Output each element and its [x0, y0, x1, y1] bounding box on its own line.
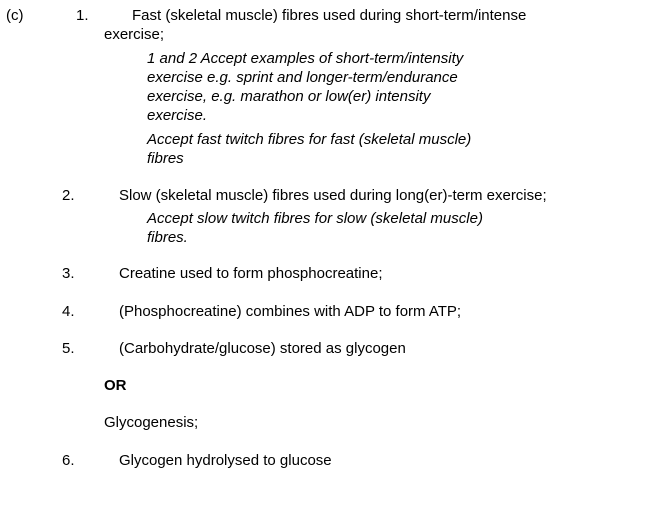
point-number: 2.	[62, 187, 75, 204]
alternative-answer: Glycogenesis;	[104, 414, 199, 431]
marking-note-line: exercise e.g. sprint and longer-term/endurance	[147, 69, 458, 86]
marking-note-line: Accept fast twitch fibres for fast (skeletal muscle)	[147, 131, 472, 148]
point-number: 1.	[76, 7, 89, 24]
point-text: Fast (skeletal muscle) fibres used during short-term/intense	[132, 7, 527, 24]
point-number: 3.	[62, 265, 75, 282]
point-number: 6.	[62, 452, 75, 469]
or-label: OR	[104, 377, 127, 394]
marking-note-line: fibres.	[147, 229, 188, 246]
point-number: 4.	[62, 303, 75, 320]
point-number: 5.	[62, 340, 75, 357]
part-label: (c)	[6, 7, 24, 24]
point-text: Slow (skeletal muscle) fibres used during long(er)-term exercise;	[119, 187, 547, 204]
point-text: (Phosphocreatine) combines with ADP to form ATP;	[119, 303, 462, 320]
marking-note-line: fibres	[147, 150, 184, 167]
marking-note-line: exercise.	[147, 107, 208, 124]
marking-note-line: Accept slow twitch fibres for slow (skeletal muscle)	[147, 210, 483, 227]
point-text-continued: exercise;	[104, 26, 165, 43]
point-text: (Carbohydrate/glucose) stored as glycogen	[119, 340, 406, 357]
marking-note-line: 1 and 2 Accept examples of short-term/intensity	[147, 50, 464, 67]
marking-note-line: exercise, e.g. marathon or low(er) intensity	[147, 88, 431, 105]
point-text: Glycogen hydrolysed to glucose	[119, 452, 332, 469]
point-text: Creatine used to form phosphocreatine;	[119, 265, 383, 282]
